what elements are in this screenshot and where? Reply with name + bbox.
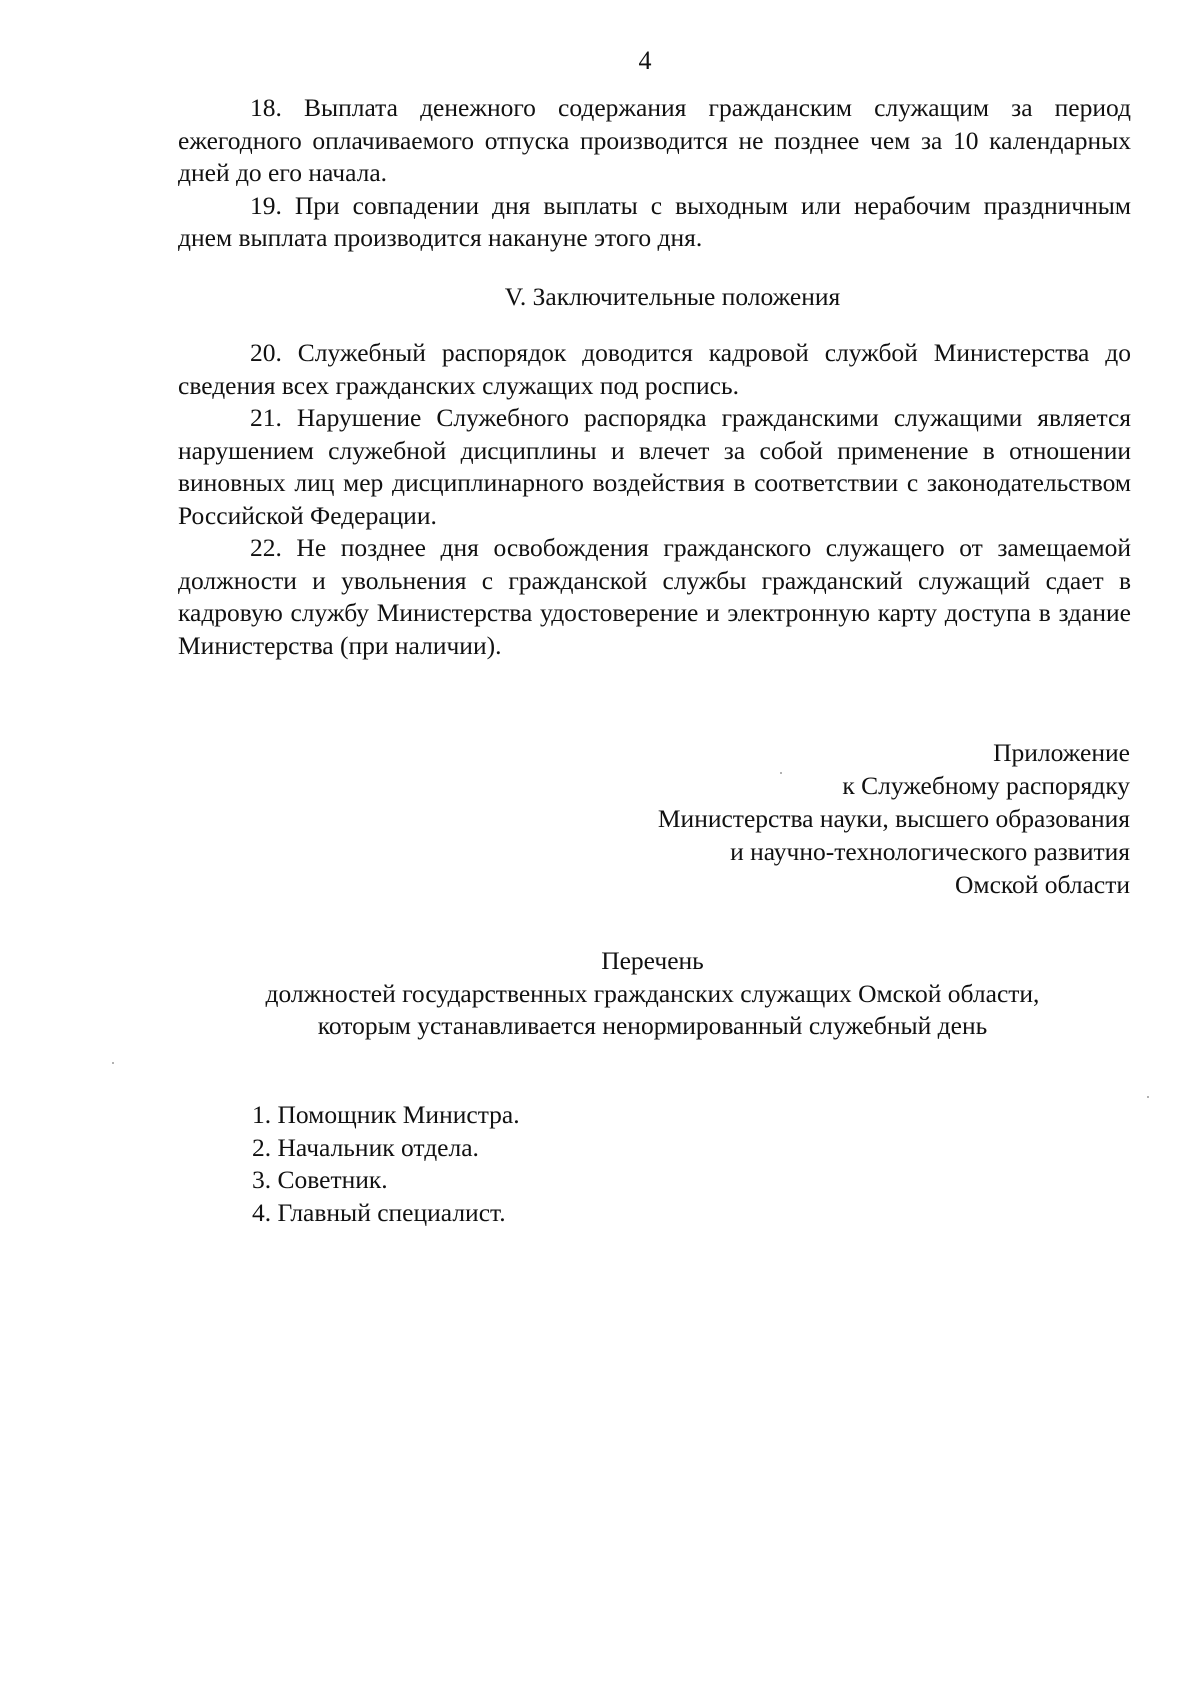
list-item: 2. Начальник отдела. [252,1132,479,1162]
list-title-heading: Перечень [601,946,704,975]
list-title [170,945,1135,1043]
section-heading: V. Заключительные положения [504,281,841,311]
page-number: 4 [638,46,652,75]
appendix-line: к Служебному распорядку [842,771,1130,800]
appendix-line: и научно-технологического развития [730,837,1130,866]
paragraph-20: 20. Служебный распорядок доводится кадровой службой Министерства до сведения всех гражданских служащих под роспись. [178,338,1131,400]
paragraph-19: 19. При совпадении дня выплаты с выходным или нерабочим праздничным днем выплата производится накануне этого дня. [178,190,1131,252]
paragraph-21: 21. Нарушение Служебного распорядка гражданскими служащими является нарушением служебной дисциплины и влечет за собой применение в отношении виновных лиц мер дисциплинарного воздействия в соответствии с законодательством Российской Федерации. [178,403,1131,530]
appendix-line: Приложение [993,738,1130,767]
positions-list [252,1099,520,1229]
list-title-line: которым устанавливается ненормированный служебный день [317,1011,988,1040]
scan-speck [112,1062,114,1064]
list-title-line: должностей государственных гражданских служащих Омской области, [265,978,1040,1008]
scan-speck [780,772,782,774]
document-body [178,92,1131,662]
appendix-line: Омской области [955,870,1130,899]
list-item: 3. Советник. [252,1165,388,1194]
scan-speck [1147,1096,1149,1098]
list-item: 1. Помощник Министра. [252,1100,520,1129]
paragraph-22: 22. Не позднее дня освобождения гражданского служащего от замещаемой должности и увольнения с гражданской службы гражданский служащий сдает в кадровую службу Министерства удостоверение и электронную карту доступа в здание Министерства (при наличии). [178,533,1131,660]
appendix-block [570,736,1130,901]
paragraph-18: 18. Выплата денежного содержания гражданским служащим за период ежегодного оплачиваемого отпуска производится не позднее чем за 10 календарных дней до его начала. [178,93,1131,187]
list-item: 4. Главный специалист. [252,1197,506,1227]
appendix-line: Министерства науки, высшего образования [657,804,1130,833]
